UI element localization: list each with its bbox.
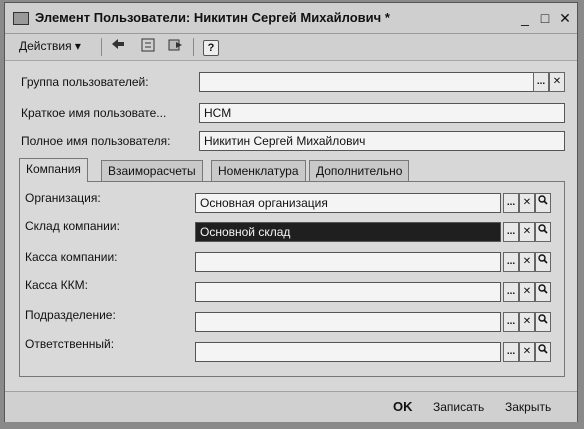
label-full-name: Полное имя пользователя: [21,134,171,148]
warehouse-field[interactable]: Основной склад [195,222,501,242]
organization-open-button[interactable] [535,193,551,213]
magnifier-icon [538,314,548,324]
tab-company[interactable]: Компания [19,158,88,182]
department-open-button[interactable] [535,312,551,332]
warehouse-select-button[interactable]: ... [503,222,519,242]
actions-label: Действия [19,39,72,53]
user-group-clear-button[interactable]: ✕ [549,72,565,92]
toolbar-separator [101,38,102,56]
responsible-clear-button[interactable]: ✕ [519,342,535,362]
label-warehouse: Склад компании: [25,219,120,233]
department-field[interactable] [195,312,501,332]
responsible-select-button[interactable]: ... [503,342,519,362]
label-department: Подразделение: [25,308,116,322]
label-organization: Организация: [25,191,101,205]
warehouse-clear-button[interactable]: ✕ [519,222,535,242]
tab-settlements[interactable]: Взаиморасчеты [101,160,203,182]
cash-desk-field[interactable] [195,252,501,272]
warehouse-open-button[interactable] [535,222,551,242]
chevron-down-icon: ▾ [74,39,81,53]
forward-icon[interactable] [167,38,185,56]
magnifier-icon [538,254,548,264]
save-button[interactable]: Записать [433,400,485,414]
tab-additional[interactable]: Дополнительно [309,160,409,182]
full-name-field[interactable]: Никитин Сергей Михайлович [199,131,565,151]
footer-bar [5,391,577,422]
label-kkm-cash: Касса ККМ: [25,278,88,292]
responsible-open-button[interactable] [535,342,551,362]
label-cash-desk: Касса компании: [25,250,118,264]
arrow-left-icon[interactable] [109,38,127,56]
department-clear-button[interactable]: ✕ [519,312,535,332]
toolbar-separator [193,38,194,56]
short-name-field[interactable]: НСМ [199,103,565,123]
kkm-cash-field[interactable] [195,282,501,302]
organization-field[interactable]: Основная организация [195,193,501,213]
magnifier-icon [538,195,548,205]
toolbar [5,34,577,61]
cash-desk-select-button[interactable]: ... [503,252,519,272]
magnifier-icon [538,224,548,234]
user-group-select-button[interactable]: ... [533,72,549,92]
magnifier-icon [538,284,548,294]
close-button[interactable]: ✕ [559,10,571,26]
title-bar [5,3,577,34]
department-select-button[interactable]: ... [503,312,519,332]
close-form-button[interactable]: Закрыть [505,400,552,414]
organization-select-button[interactable]: ... [503,193,519,213]
dialog-window [4,2,578,422]
ok-button[interactable]: OK [393,399,413,414]
label-user-group: Группа пользователей: [21,75,149,89]
tab-nomenclature[interactable]: Номенклатура [211,160,306,182]
actions-menu[interactable] [19,39,81,53]
user-group-field[interactable] [199,72,535,92]
cash-desk-open-button[interactable] [535,252,551,272]
responsible-field[interactable] [195,342,501,362]
window-icon [13,12,29,25]
label-responsible: Ответственный: [25,337,115,351]
organization-clear-button[interactable]: ✕ [519,193,535,213]
kkm-cash-select-button[interactable]: ... [503,282,519,302]
cash-desk-clear-button[interactable]: ✕ [519,252,535,272]
refresh-icon[interactable] [139,38,157,56]
kkm-cash-clear-button[interactable]: ✕ [519,282,535,302]
magnifier-icon [538,344,548,354]
minimize-button[interactable]: _ [521,10,529,26]
maximize-button[interactable]: □ [540,10,550,26]
window-title: Элемент Пользователи: Никитин Сергей Михайлович * [35,10,390,25]
label-short-name: Краткое имя пользовате... [21,106,167,120]
help-icon[interactable]: ? [203,40,219,56]
kkm-cash-open-button[interactable] [535,282,551,302]
